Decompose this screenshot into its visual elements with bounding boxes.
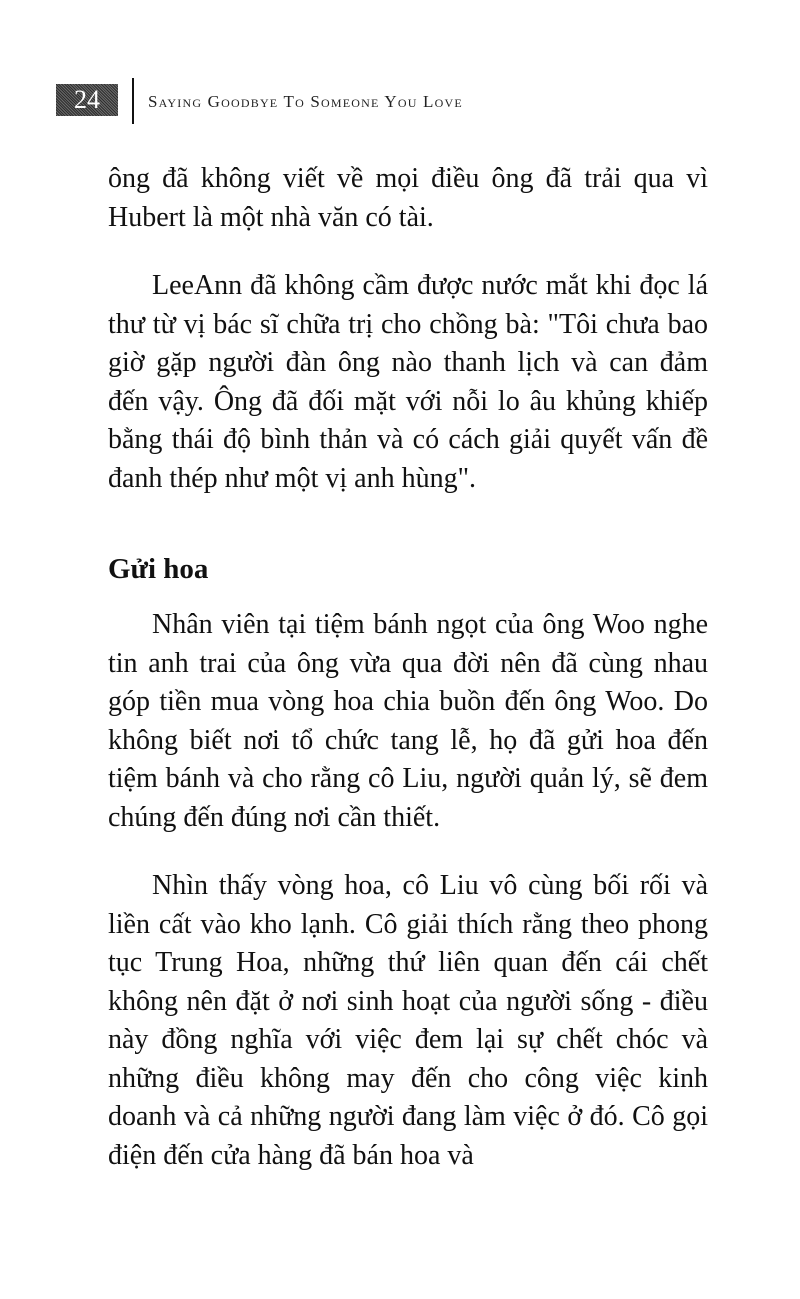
paragraph-custom: Nhìn thấy vòng hoa, cô Liu vô cùng bối rối và liền cất vào kho lạnh. Cô giải thích rằng theo phong tục Trung Hoa, những thứ liên quan đến cái chết không nên đặt ở nơi sinh hoạt của người sống - điều này đồng nghĩa với việc đem lại sự chết chóc và những điều không may đến cho công việc kinh doanh và cả những người đang làm việc ở đó. Cô gọi điện đến cửa hàng đã bán hoa và [108,870,708,1171]
page-header [56,76,756,126]
paragraph-flowers: Nhân viên tại tiệm bánh ngọt của ông Woo nghe tin anh trai của ông vừa qua đời nên đã cùng nhau góp tiền mua vòng hoa chia buồn đến ông Woo. Do không biết nơi tổ chức tang lễ, họ đã gửi hoa đến tiệm bánh và cho rằng cô Liu, người quản lý, sẽ đem chúng đến đúng nơi cần thiết. [108,609,708,833]
paragraph-letter-quote: LeeAnn đã không cầm được nước mắt khi đọc lá thư từ vị bác sĩ chữa trị cho chồng bà: "Tôi chưa bao giờ gặp người đàn ông nào thanh lịch và can đảm đến vậy. Ông đã đối mặt với nỗi lo âu khủng khiếp bằng thái độ bình thản và có cách giải quyết vấn đề đanh thép như một vị anh hùng". [108,270,708,494]
header-divider [132,78,134,124]
paragraph-continued: ông đã không viết về mọi điều ông đã trải qua vì Hubert là một nhà văn có tài. [108,163,708,233]
page-number: 24 [56,84,118,116]
running-title: Saying Goodbye To Someone You Love [148,92,463,111]
section-heading: Gửi hoa [108,553,209,585]
page-body [108,160,708,1175]
